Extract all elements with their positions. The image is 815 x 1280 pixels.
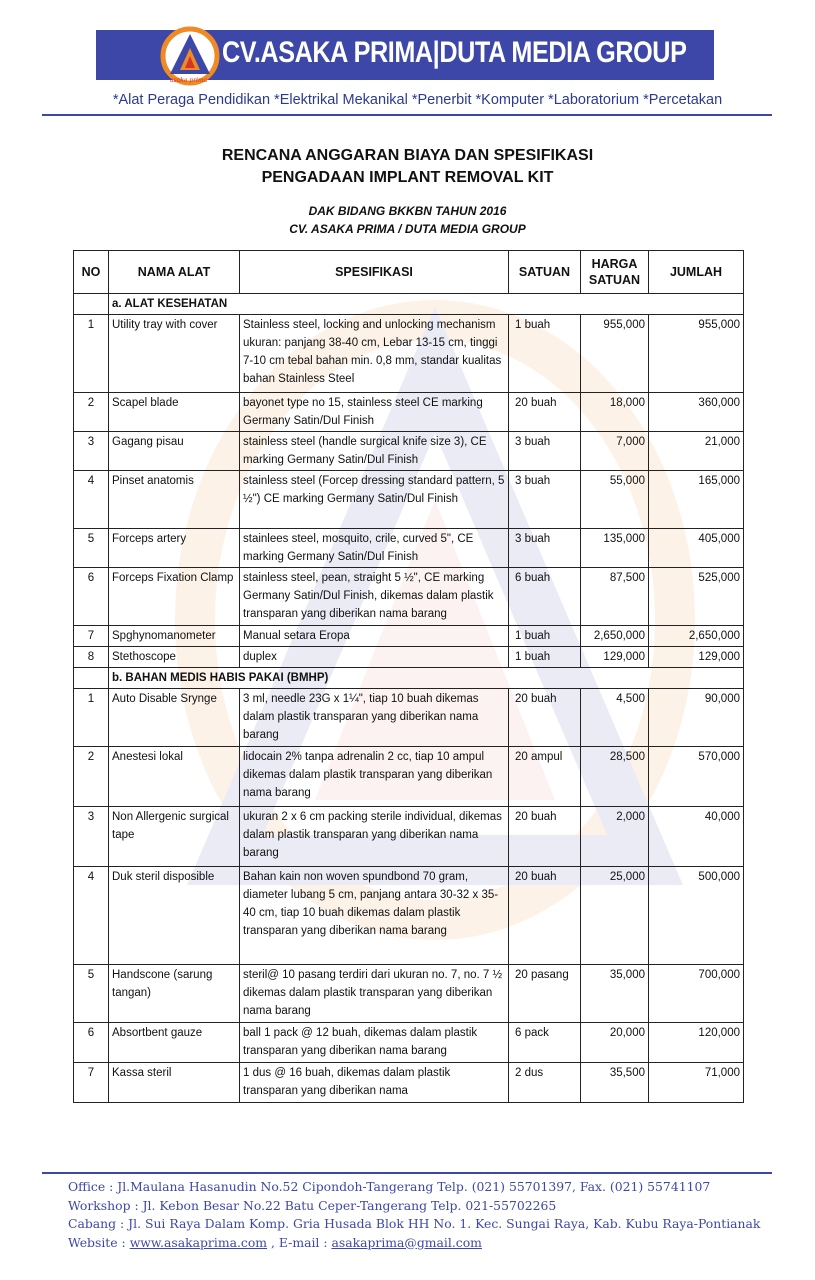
section-label: a. ALAT KESEHATAN: [109, 294, 744, 315]
row-satuan: 1 buah: [509, 647, 581, 668]
row-spesifikasi: ukuran 2 x 6 cm packing sterile individual, dikemas dalam plastik transparan yang diberikan nama barang: [240, 807, 509, 867]
table-row: [74, 626, 744, 647]
row-spesifikasi: bayonet type no 15, stainless steel CE marking Germany Satin/Dul Finish: [240, 393, 509, 432]
table-row: [74, 689, 744, 747]
row-jumlah: 129,000: [649, 647, 744, 668]
table-row: [74, 315, 744, 393]
row-satuan: 20 pasang: [509, 965, 581, 1023]
footer-divider: [42, 1172, 772, 1174]
row-no: 7: [74, 626, 109, 647]
row-spesifikasi: stainless steel (handle surgical knife size 3), CE marking Germany Satin/Dul Finish: [240, 432, 509, 471]
row-harga-satuan: 18,000: [581, 393, 649, 432]
row-spesifikasi: steril@ 10 pasang terdiri dari ukuran no. 7, no. 7 ½ dikemas dalam plastik transparan yang diberikan nama barang: [240, 965, 509, 1023]
table-row: [74, 747, 744, 807]
website-label: Website :: [68, 1234, 130, 1250]
email-link[interactable]: asakaprima@gmail.com: [331, 1234, 482, 1250]
row-nama-alat: Anestesi lokal: [109, 747, 240, 807]
footer-web-line: [68, 1234, 760, 1253]
row-no: 4: [74, 471, 109, 529]
row-jumlah: 71,000: [649, 1063, 744, 1103]
row-jumlah: 21,000: [649, 432, 744, 471]
table-row: [74, 1063, 744, 1103]
row-satuan: 20 buah: [509, 807, 581, 867]
row-jumlah: 90,000: [649, 689, 744, 747]
row-nama-alat: Duk steril disposible: [109, 867, 240, 965]
section-no-cell: [74, 294, 109, 315]
row-jumlah: 570,000: [649, 747, 744, 807]
row-harga-satuan: 20,000: [581, 1023, 649, 1063]
row-no: 3: [74, 807, 109, 867]
row-no: 1: [74, 315, 109, 393]
table-row: [74, 471, 744, 529]
row-satuan: 1 buah: [509, 626, 581, 647]
footer-cabang: Cabang : Jl. Sui Raya Dalam Komp. Gria Husada Blok HH No. 1. Kec. Sungai Raya, Kab. Kubu Raya-Pontianak: [68, 1216, 761, 1231]
row-satuan: 6 pack: [509, 1023, 581, 1063]
row-no: 8: [74, 647, 109, 668]
row-spesifikasi: 1 dus @ 16 buah, dikemas dalam plastik transparan yang diberikan nama: [240, 1063, 509, 1103]
row-jumlah: 165,000: [649, 471, 744, 529]
row-satuan: 3 buah: [509, 529, 581, 568]
row-spesifikasi: stainless steel, pean, straight 5 ½", CE marking Germany Satin/Dul Finish, dikemas dalam plastik transparan yang diberikan nama barang: [240, 568, 509, 626]
website-link[interactable]: www.asakaprima.com: [129, 1234, 268, 1250]
row-satuan: 2 dus: [509, 1063, 581, 1103]
row-nama-alat: Absortbent gauze: [109, 1023, 240, 1063]
row-harga-satuan: 955,000: [581, 315, 649, 393]
row-harga-satuan: 7,000: [581, 432, 649, 471]
section-label: b. BAHAN MEDIS HABIS PAKAI (BMHP): [109, 668, 744, 689]
row-spesifikasi: duplex: [240, 647, 509, 668]
table-row: [74, 647, 744, 668]
row-no: 2: [74, 393, 109, 432]
section-no-cell: [74, 668, 109, 689]
table-row: [74, 393, 744, 432]
row-no: 1: [74, 689, 109, 747]
row-satuan: 3 buah: [509, 432, 581, 471]
row-nama-alat: Spghynomanometer: [109, 626, 240, 647]
header-satuan: SATUAN: [509, 251, 581, 294]
row-jumlah: 2,650,000: [649, 626, 744, 647]
document-title-line2: PENGADAAN IMPLANT REMOVAL KIT: [261, 169, 554, 186]
row-nama-alat: Non Allergenic surgical tape: [109, 807, 240, 867]
row-harga-satuan: 4,500: [581, 689, 649, 747]
row-no: 6: [74, 1023, 109, 1063]
row-nama-alat: Forceps Fixation Clamp: [109, 568, 240, 626]
row-nama-alat: Gagang pisau: [109, 432, 240, 471]
row-jumlah: 700,000: [649, 965, 744, 1023]
row-harga-satuan: 87,500: [581, 568, 649, 626]
document-subtitle: DAK BIDANG BKKBN TAHUN 2016: [308, 204, 507, 218]
row-nama-alat: Handscone (sarung tangan): [109, 965, 240, 1023]
row-jumlah: 955,000: [649, 315, 744, 393]
section-alat-kesehatan: [74, 294, 744, 315]
row-no: 6: [74, 568, 109, 626]
table-row: [74, 568, 744, 626]
row-jumlah: 525,000: [649, 568, 744, 626]
table-row: [74, 965, 744, 1023]
row-harga-satuan: 135,000: [581, 529, 649, 568]
company-name: CV.ASAKA PRIMA|DUTA MEDIA GROUP: [222, 36, 687, 69]
header-harga-satuan: HARGA SATUAN: [581, 251, 649, 294]
row-spesifikasi: lidocain 2% tanpa adrenalin 2 cc, tiap 10 ampul dikemas dalam plastik transparan yang diberikan nama barang: [240, 747, 509, 807]
header-nama-alat: NAMA ALAT: [109, 251, 240, 294]
row-nama-alat: Stethoscope: [109, 647, 240, 668]
row-no: 5: [74, 965, 109, 1023]
row-satuan: 20 buah: [509, 393, 581, 432]
row-harga-satuan: 55,000: [581, 471, 649, 529]
logo-caption: asaka prima: [170, 77, 208, 84]
row-harga-satuan: 28,500: [581, 747, 649, 807]
row-satuan: 1 buah: [509, 315, 581, 393]
row-jumlah: 360,000: [649, 393, 744, 432]
document-title: RENCANA ANGGARAN BIAYA DAN SPESIFIKASI: [221, 147, 594, 164]
table-header-row: [74, 251, 744, 294]
header-jumlah: JUMLAH: [649, 251, 744, 294]
table-row: [74, 432, 744, 471]
table-row: [74, 867, 744, 965]
header-divider: [42, 114, 772, 116]
row-harga-satuan: 2,650,000: [581, 626, 649, 647]
row-harga-satuan: 129,000: [581, 647, 649, 668]
row-no: 5: [74, 529, 109, 568]
row-jumlah: 405,000: [649, 529, 744, 568]
table-row: [74, 1023, 744, 1063]
row-nama-alat: Forceps artery: [109, 529, 240, 568]
row-no: 3: [74, 432, 109, 471]
row-nama-alat: Auto Disable Srynge: [109, 689, 240, 747]
row-satuan: 20 buah: [509, 689, 581, 747]
row-spesifikasi: Manual setara Eropa: [240, 626, 509, 647]
section-bmhp: [74, 668, 744, 689]
row-nama-alat: Kassa steril: [109, 1063, 240, 1103]
row-spesifikasi: Stainless steel, locking and unlocking mechanism ukuran: panjang 38-40 cm, Lebar 13-15 cm, tinggi 7-10 cm tebal bahan min. 0,8 mm, standar kualitas bahan Stainless Steel: [240, 315, 509, 393]
row-no: 4: [74, 867, 109, 965]
row-no: 7: [74, 1063, 109, 1103]
table-row: [74, 529, 744, 568]
footer-contact: [68, 1178, 760, 1252]
row-harga-satuan: 35,500: [581, 1063, 649, 1103]
row-nama-alat: Pinset anatomis: [109, 471, 240, 529]
row-harga-satuan: 25,000: [581, 867, 649, 965]
row-jumlah: 40,000: [649, 807, 744, 867]
row-satuan: 6 buah: [509, 568, 581, 626]
email-label: , E-mail :: [267, 1234, 332, 1250]
document-subtitle-company: CV. ASAKA PRIMA / DUTA MEDIA GROUP: [289, 222, 526, 236]
row-satuan: 20 ampul: [509, 747, 581, 807]
footer-workshop: Workshop : Jl. Kebon Besar No.22 Batu Ceper-Tangerang Telp. 021-55702265: [68, 1197, 557, 1213]
footer-office: Office : Jl.Maulana Hasanudin No.52 Cipondoh-Tangerang Telp. (021) 55701397, Fax. (021) 55741107: [68, 1179, 711, 1194]
row-spesifikasi: ball 1 pack @ 12 buah, dikemas dalam plastik transparan yang diberikan nama barang: [240, 1023, 509, 1063]
header-spesifikasi: SPESIFIKASI: [240, 251, 509, 294]
row-satuan: 3 buah: [509, 471, 581, 529]
row-nama-alat: Scapel blade: [109, 393, 240, 432]
row-spesifikasi: 3 ml, needle 23G x 1¼", tiap 10 buah dikemas dalam plastik transparan yang diberikan nama barang: [240, 689, 509, 747]
row-nama-alat: Utility tray with cover: [109, 315, 240, 393]
company-tagline: *Alat Peraga Pendidikan *Elektrikal Mekanikal *Penerbit *Komputer *Laboratorium *Percetakan: [112, 92, 723, 108]
header-no: NO: [74, 251, 109, 294]
row-spesifikasi: stainless steel (Forcep dressing standard pattern, 5 ½") CE marking Germany Satin/Dul Finish: [240, 471, 509, 529]
row-no: 2: [74, 747, 109, 807]
row-satuan: 20 buah: [509, 867, 581, 965]
row-harga-satuan: 2,000: [581, 807, 649, 867]
table-row: [74, 807, 744, 867]
row-harga-satuan: 35,000: [581, 965, 649, 1023]
row-jumlah: 120,000: [649, 1023, 744, 1063]
row-spesifikasi: stainlees steel, mosquito, crile, curved 5", CE marking Germany Satin/Dul Finish: [240, 529, 509, 568]
row-jumlah: 500,000: [649, 867, 744, 965]
budget-table: [73, 250, 744, 1103]
row-spesifikasi: Bahan kain non woven spundbond 70 gram, diameter lubang 5 cm, panjang antara 30-32 x 35-40 cm, tiap 10 buah dikemas dalam plastik transparan yang diberikan nama barang: [240, 867, 509, 965]
